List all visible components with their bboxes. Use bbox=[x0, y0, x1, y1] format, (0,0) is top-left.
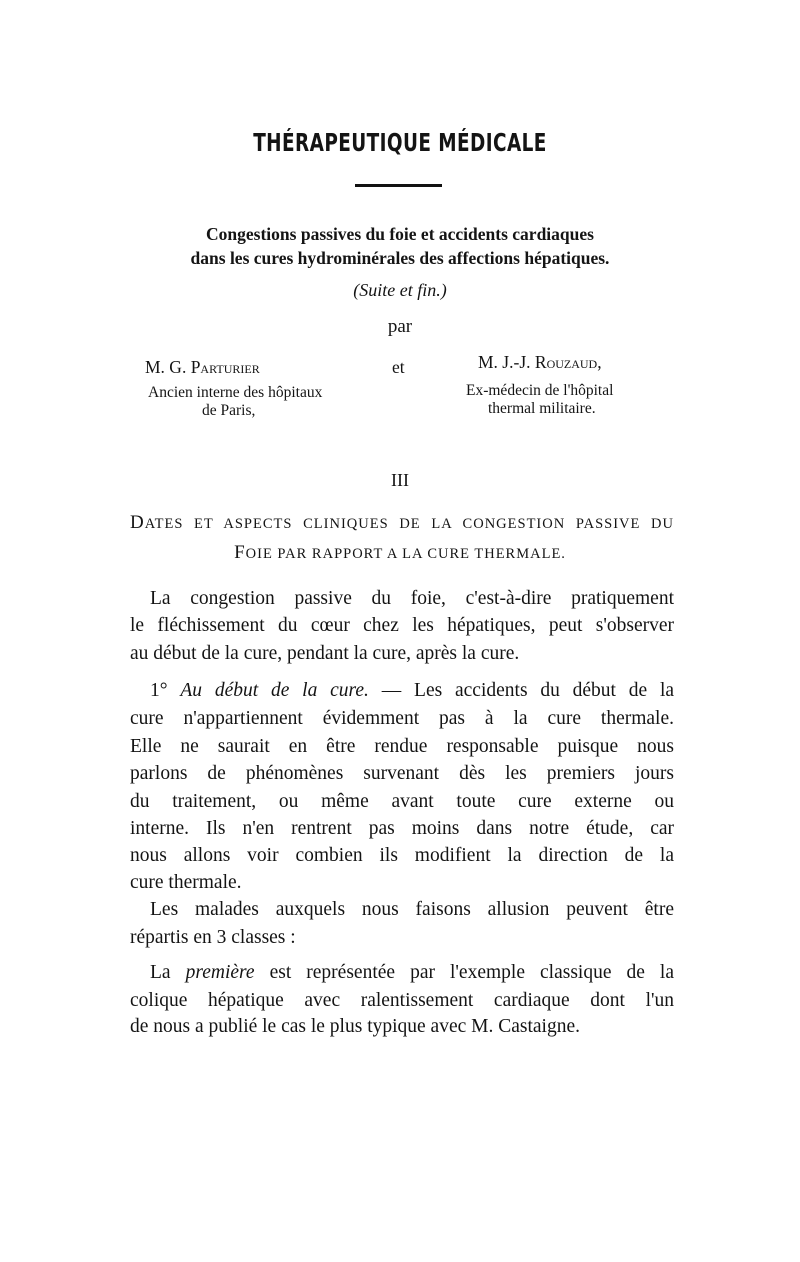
author-right-surname: Rouzaud, bbox=[534, 352, 602, 372]
by-line-par: par bbox=[387, 316, 413, 337]
section-heading-line-2 bbox=[0, 542, 800, 564]
paragraph-1-line-3: au début de la cure, pendant la cure, après la cure. bbox=[130, 643, 520, 664]
paragraph-2-line-5: du traitement, ou même avant toute cure externe ou bbox=[130, 791, 674, 812]
paragraph-4-line-1-rest: est représentée par l'exemple classique de la bbox=[269, 962, 675, 983]
paragraph-3-line-2: répartis en 3 classes : bbox=[130, 927, 296, 948]
paragraph-3-line-1: Les malades auxquels nous faisons allusion peuvent être bbox=[150, 899, 674, 920]
section-heading-initial-1: D bbox=[130, 512, 145, 533]
paragraph-4-line-3: de nous a publié le cas le plus typique avec M. Castaigne. bbox=[130, 1016, 581, 1037]
paragraph-2-line-1 bbox=[150, 680, 674, 702]
paragraph-1-line-1: La congestion passive du foie, c'est-à-dire pratiquement bbox=[150, 588, 674, 609]
paragraph-2-line-3: Elle ne saurait en être rendue responsable puisque nous bbox=[130, 736, 674, 757]
author-right-affiliation-1: Ex-médecin de l'hôpital bbox=[466, 382, 614, 399]
paragraph-2-italic-heading: Au début de la cure. bbox=[180, 680, 369, 701]
paragraph-4-line-1-pre: La bbox=[150, 962, 171, 983]
paragraph-2-line-7: nous allons voir combien ils modifient la direction de la bbox=[130, 845, 674, 866]
section-title: THÉRAPEUTIQUE MÉDICALE bbox=[253, 128, 547, 157]
author-left-name bbox=[145, 357, 260, 378]
section-heading-rest-1: ATES ET ASPECTS CLINIQUES DE LA CONGESTION PASSIVE DU bbox=[144, 516, 674, 532]
paragraph-4-line-2: colique hépatique avec ralentissement cardiaque dont l'un bbox=[130, 990, 674, 1011]
paragraph-2-line-8: cure thermale. bbox=[130, 872, 242, 893]
author-left-prefix: M. G. bbox=[145, 357, 191, 377]
paragraph-4-line-1 bbox=[150, 962, 674, 984]
title-rule bbox=[355, 184, 442, 187]
author-right-prefix: M. J.-J. bbox=[478, 352, 535, 372]
section-heading-initial-2: F bbox=[234, 542, 246, 563]
section-heading-line-1 bbox=[130, 512, 674, 534]
article-title-line-2: dans les cures hydrominérales des affections hépatiques. bbox=[190, 248, 610, 268]
paragraph-2-line-4: parlons de phénomènes survenant dès les premiers jours bbox=[130, 763, 674, 784]
author-left-affiliation-1: Ancien interne des hôpitaux bbox=[148, 384, 323, 401]
paragraph-2-line-1-rest: — Les accidents du début de la bbox=[381, 680, 675, 701]
paragraph-2-number: 1° bbox=[150, 680, 168, 701]
author-left-surname: Parturier bbox=[190, 357, 260, 377]
section-heading-rest-2: OIE PAR RAPPORT A LA CURE THERMALE. bbox=[245, 546, 566, 562]
author-left-affiliation-2: de Paris, bbox=[202, 402, 256, 419]
section-numeral: III bbox=[391, 470, 409, 490]
paragraph-2-line-6: interne. Ils n'en rentrent pas moins dans notre étude, car bbox=[130, 818, 674, 839]
paragraph-4-italic-word: première bbox=[185, 962, 255, 983]
author-right-affiliation-2: thermal militaire. bbox=[488, 400, 596, 417]
author-right-name bbox=[478, 352, 602, 373]
article-suite: (Suite et fin.) bbox=[353, 280, 447, 300]
article-title-line-1: Congestions passives du foie et accidents cardiaques bbox=[206, 224, 594, 244]
authors-conjunction: et bbox=[392, 357, 405, 377]
paragraph-2-line-2: cure n'appartiennent évidemment pas à la cure thermale. bbox=[130, 708, 674, 729]
paragraph-1-line-2: le fléchissement du cœur chez les hépatiques, peut s'observer bbox=[130, 615, 674, 636]
